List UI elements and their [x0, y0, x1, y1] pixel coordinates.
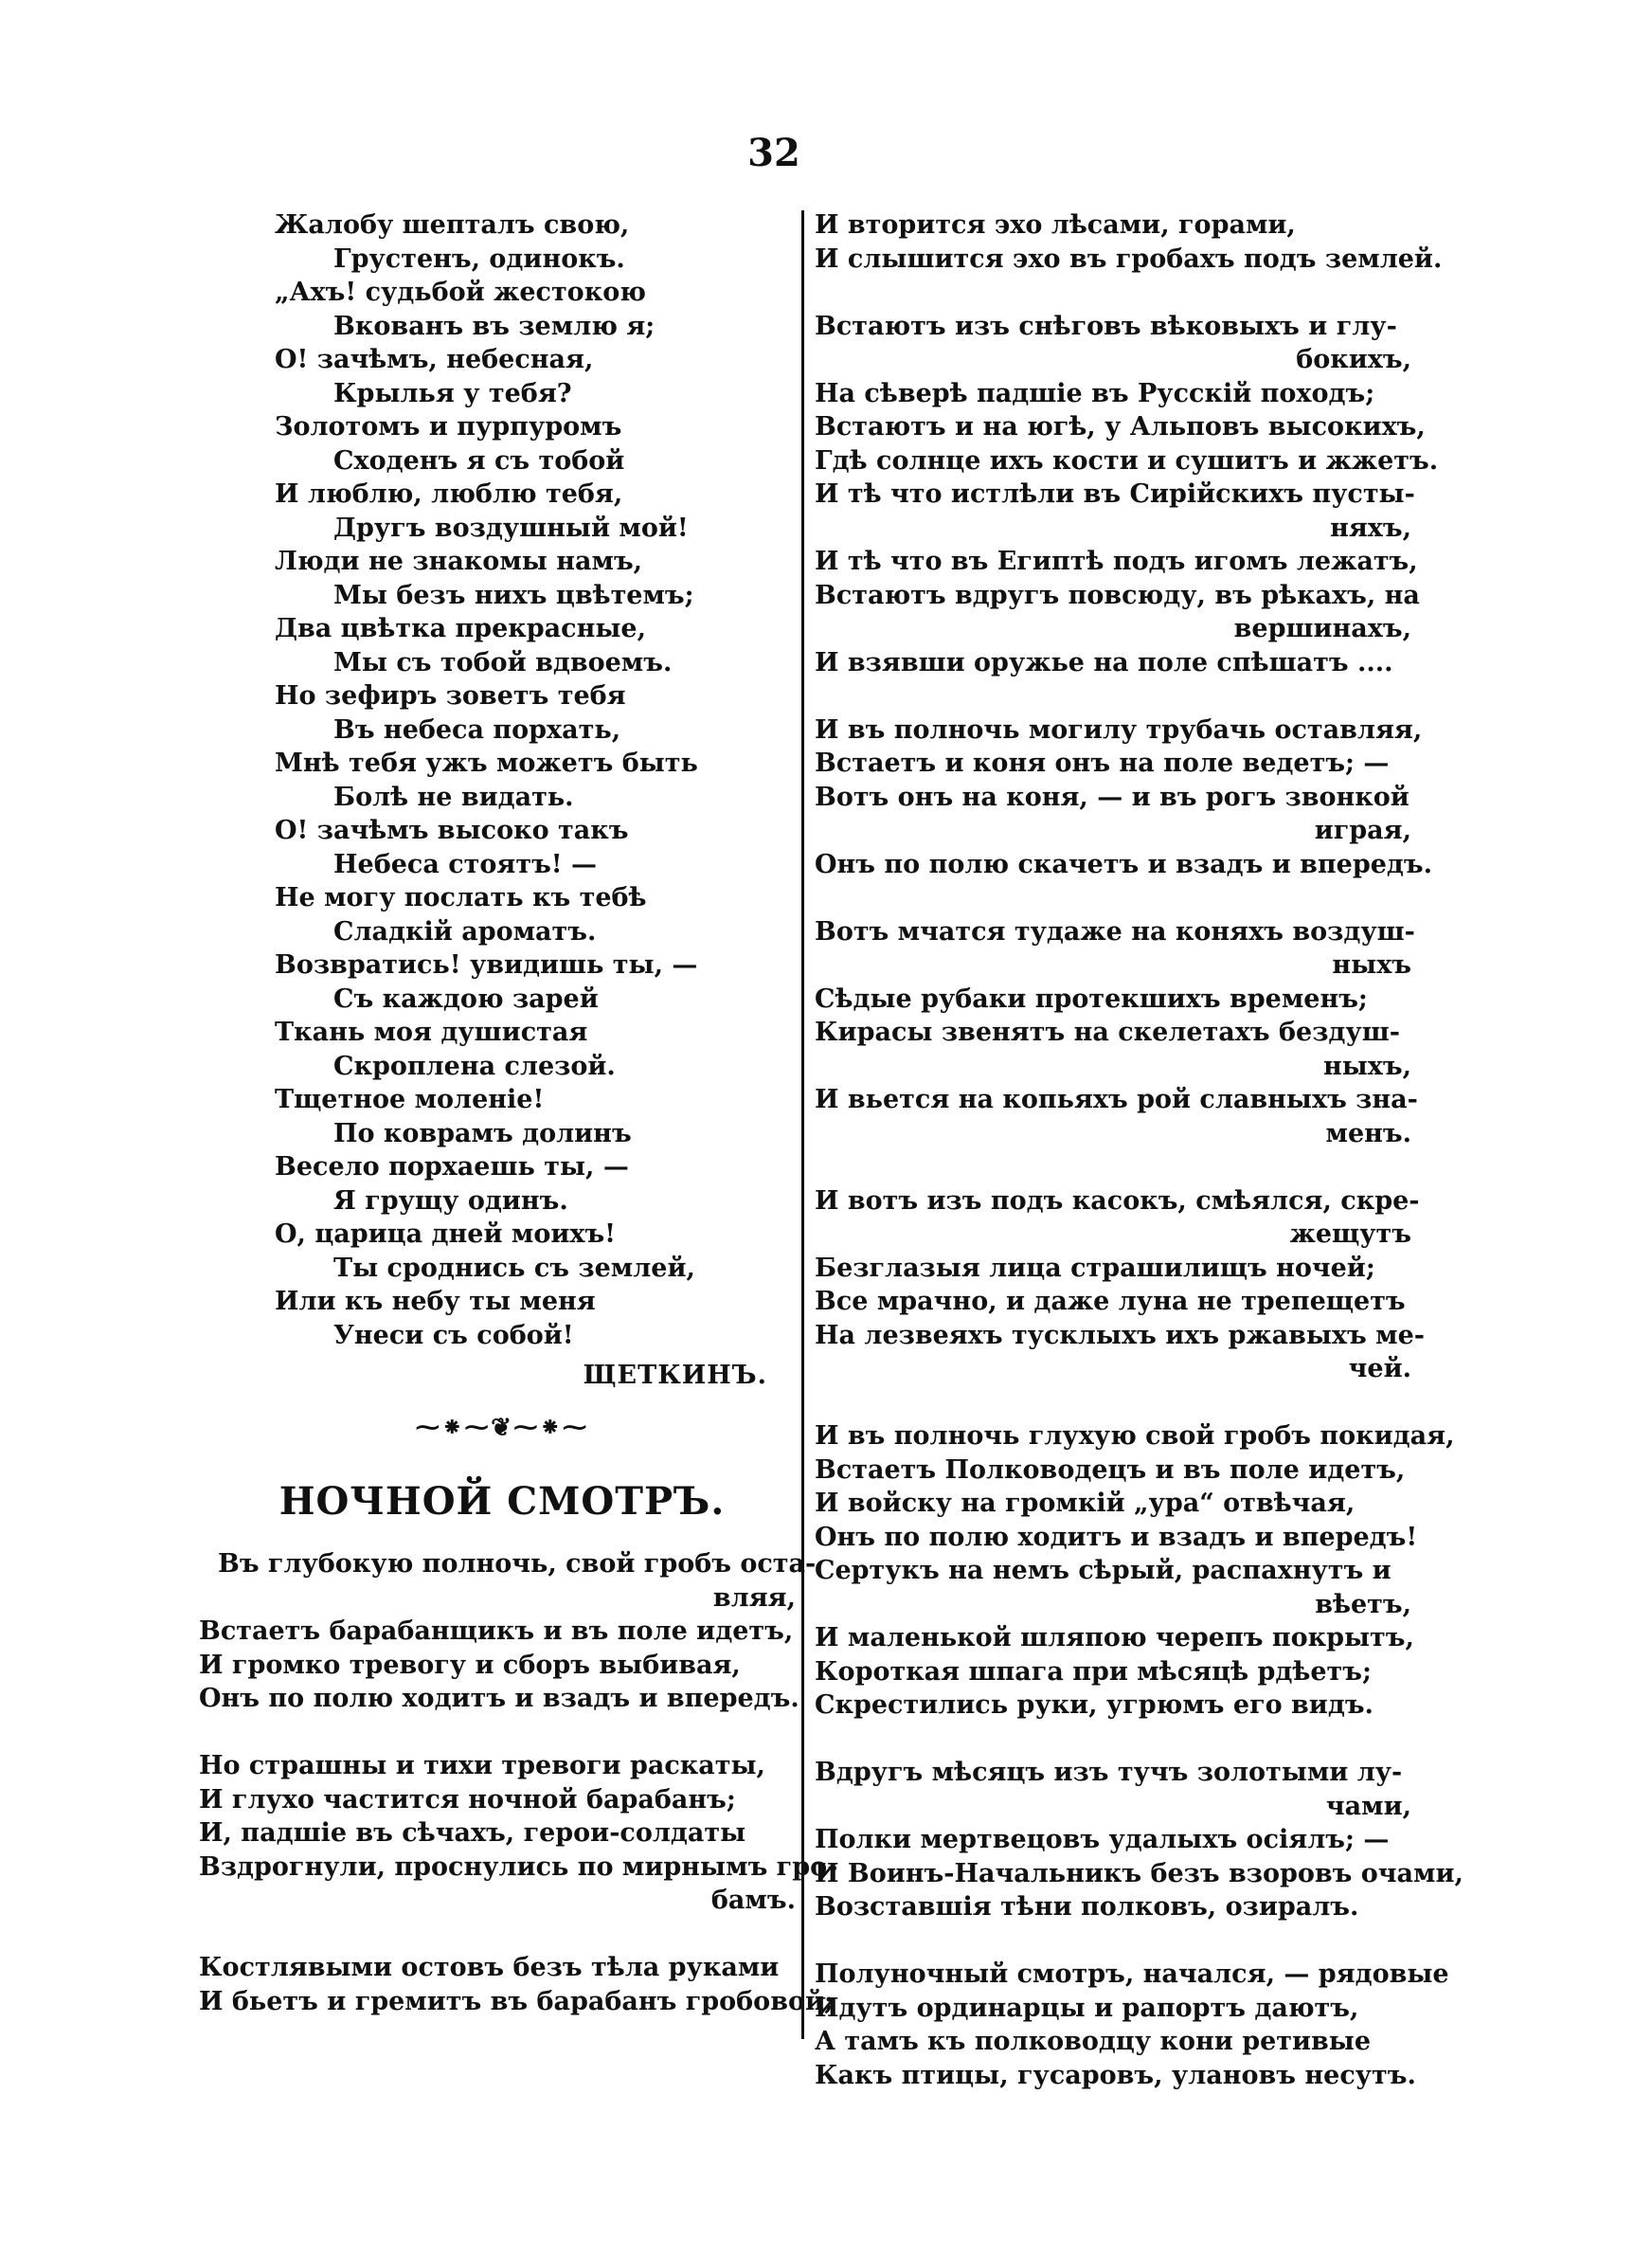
night-review-stanza	[815, 208, 1443, 276]
poem-line: Короткая шпага при мѣсяцѣ рдѣетъ;	[815, 1656, 1372, 1687]
poem-line: Какъ птицы, гусаровъ, улановъ несутъ.	[815, 2060, 1416, 2090]
poem-line: Встаютъ изъ снѣговъ вѣковыхъ и глу-	[815, 311, 1397, 341]
poem-line: Не могу послать къ тебѣ	[275, 883, 647, 912]
poem-line: Вдругъ мѣсяцъ изъ тучъ золотыми лу-	[815, 1758, 1403, 1787]
poem-line: Встаетъ Полководецъ и въ поле идетъ,	[815, 1454, 1406, 1485]
poem-line-continuation: чами,	[1325, 1791, 1411, 1821]
poem-title: НОЧНОЙ СМОТРЪ.	[278, 1479, 726, 1524]
stanza-gap	[815, 881, 1421, 915]
stanza-gap	[815, 1386, 1421, 1420]
poem-line: Полки мертвецовъ удалыхъ осіялъ; —	[815, 1825, 1390, 1854]
poem-line: Полуночный смотръ, начался, — рядовые	[815, 1959, 1449, 1989]
poem-line: Встаетъ и коня онъ на поле ведетъ; —	[815, 749, 1390, 778]
poem-line: Онъ по полю скачетъ и взадъ и впередъ.	[815, 849, 1432, 879]
ornament-divider: ⁓⁕⁓❦⁓⁕⁓	[415, 1414, 589, 1442]
poem-line: И бьетъ и гремитъ въ барабанъ гробовой;	[199, 1986, 834, 2016]
poem-line: На лезвеяхъ тусклыхъ ихъ ржавыхъ ме-	[815, 1320, 1425, 1350]
poem-line: Безглазыя лица страшилищъ ночей;	[815, 1253, 1375, 1283]
poem-line-continuation: вѣетъ,	[1315, 1589, 1411, 1619]
stanza-gap	[815, 1150, 1421, 1184]
poem-line: И въ полночь могилу трубачь оставляя,	[815, 714, 1423, 745]
poem-line: Но страшны и тихи тревоги раскаты,	[199, 1751, 765, 1780]
poem-author: ЩЕТКИНЪ.	[583, 1361, 767, 1390]
poem-line: Крылья у тебя?	[333, 378, 572, 408]
night-review-stanza	[199, 1547, 817, 1716]
poem-line: „Ахъ! судьбой жестокою	[275, 278, 646, 307]
poem-line: Вкованъ въ землю я;	[333, 311, 655, 341]
poem-line: Онъ по полю ходитъ и взадъ и впередъ.	[199, 1684, 799, 1713]
poem-line: Люди не знакомы намъ,	[275, 547, 643, 576]
poem-line: И слышится эхо въ гробахъ подъ землей.	[815, 244, 1443, 274]
night-review-stanza	[815, 1419, 1455, 1723]
poem-line: Но зефиръ зоветъ тебя	[275, 681, 626, 711]
poem-line-continuation: няхъ,	[1330, 513, 1411, 543]
poem-line: Сладкій ароматъ.	[333, 916, 597, 947]
poem-line: Костлявыми остовъ безъ тѣла руками	[199, 1953, 780, 1982]
poem-line: О, царица дней моихъ!	[275, 1219, 617, 1249]
poem-line: И громко тревогу и сборъ выбивая,	[199, 1650, 741, 1680]
poem-line: И вотъ изъ подъ касокъ, смѣялся, скре-	[815, 1185, 1420, 1216]
poem-line: Мы безъ нихъ цвѣтемъ;	[333, 580, 694, 610]
stanza-gap	[815, 1723, 1421, 1757]
poem-line-continuation: вершинахъ,	[1233, 614, 1411, 643]
poem-line: Мнѣ тебя ужъ можетъ быть	[275, 749, 698, 778]
poem-line-continuation: жещутъ	[1289, 1219, 1411, 1249]
poem-line: Мы съ тобой вдвоемъ.	[333, 647, 673, 677]
stanza-gap	[815, 679, 1421, 713]
poem-line: О! зачѣмъ, небесная,	[275, 345, 594, 374]
poem-line: И тѣ что въ Египтѣ подъ игомъ лежатъ,	[815, 547, 1418, 576]
poem-line-continuation: ныхъ	[1332, 950, 1411, 980]
poem-line: А тамъ къ полководцу кони ретивые	[815, 2027, 1372, 2056]
poem-line: Ты сроднись съ землей,	[333, 1253, 695, 1283]
poem-line: И вьется на копьяхъ рой славныхъ зна-	[815, 1085, 1418, 1114]
poem-line: Небеса стоятъ! —	[333, 849, 598, 879]
poem-line: Вздрогнули, проснулись по мирнымъ гро-	[199, 1851, 838, 1882]
poem-line-continuation: бамъ.	[710, 1886, 796, 1915]
poem-line: И въ полночь глухую свой гробъ покидая,	[815, 1421, 1455, 1451]
poem-line: Ткань моя душистая	[275, 1018, 588, 1047]
poem-line: Гдѣ солнце ихъ кости и сушитъ и жжетъ.	[815, 445, 1439, 476]
poem-line: Съ каждою зарей	[333, 984, 599, 1014]
page-number: 32	[747, 131, 800, 175]
poem-line-continuation: вляя,	[712, 1582, 796, 1613]
poem-line: И маленькой шляпою черепъ покрытъ,	[815, 1623, 1414, 1652]
poem-line-continuation: бокихъ,	[1296, 345, 1411, 374]
poem-line: Тщетное моленіе!	[275, 1085, 545, 1114]
left-column	[199, 208, 838, 2018]
night-review-stanza	[815, 310, 1439, 680]
poem-line: О! зачѣмъ высоко такъ	[275, 816, 629, 845]
poem-line: И взявши оружье на поле спѣшатъ ....	[815, 647, 1393, 677]
right-column	[815, 208, 1463, 2092]
poem-line-continuation: чей.	[1348, 1354, 1411, 1383]
poem-line: Возставшія тѣни полковъ, озиралъ.	[815, 1892, 1359, 1922]
night-review-stanza	[199, 1951, 834, 2018]
poem-line: Болѣ не видать.	[333, 782, 574, 812]
poem-line: И тѣ что истлѣли въ Сирійскихъ пусты-	[815, 479, 1415, 509]
poem-line: Встаютъ вдругъ повсюду, въ рѣкахъ, на	[815, 580, 1420, 610]
night-review-stanza	[815, 1184, 1425, 1386]
poem-line: Жалобу шепталъ свою,	[275, 210, 630, 240]
poem-line: Сходенъ я съ тобой	[333, 445, 625, 476]
poem-line: Встаютъ и на югѣ, у Альповъ высокихъ,	[815, 412, 1426, 442]
poem-line: На сѣверѣ падшіе въ Русскій походъ;	[815, 378, 1375, 408]
poem-line: По коврамъ долинъ	[333, 1118, 632, 1148]
poem-line: Возвратись! увидишь ты, —	[275, 950, 698, 980]
night-review-stanza	[199, 1749, 838, 1918]
poem-line: Онъ по полю ходитъ и взадъ и впередъ!	[815, 1522, 1418, 1552]
poem-line-continuation: ныхъ,	[1322, 1051, 1411, 1081]
poem-line-continuation: играя,	[1314, 816, 1411, 845]
night-review-stanza	[815, 915, 1421, 1151]
stanza-gap	[199, 1918, 805, 1952]
poem-line: И войску на громкій „ура“ отвѣчая,	[815, 1489, 1356, 1518]
night-review-stanza	[815, 713, 1432, 882]
poem-line: Вотъ мчатся тудаже на коняхъ воздуш-	[815, 916, 1415, 947]
poem-line: И люблю, люблю тебя,	[275, 479, 623, 509]
poem-line: Кирасы звенятъ на скелетахъ бездуш-	[815, 1018, 1400, 1047]
poem-line: И Воинъ-Начальникъ безъ взоровъ очами,	[815, 1858, 1463, 1888]
poem-line-continuation: менъ.	[1325, 1118, 1411, 1148]
poem-line: Все мрачно, и даже луна не трепещетъ	[815, 1287, 1406, 1316]
poem-line: Другъ воздушный мой!	[333, 513, 689, 543]
poem-line: Или къ небу ты меня	[275, 1287, 596, 1316]
poem-line: Сѣдые рубаки протекшихъ временъ;	[815, 984, 1368, 1014]
poem-line: Вотъ онъ на коня, — и въ рогъ звонкой	[815, 782, 1410, 812]
stanza-gap	[815, 1924, 1421, 1959]
poem-line: И глухо частится ночной барабанъ;	[199, 1784, 736, 1815]
poem-line: Встаетъ барабанщикъ и въ поле идетъ,	[199, 1616, 794, 1646]
poem-line: Въ глубокую полночь, свой гробъ оста-	[218, 1549, 817, 1579]
stanza-gap	[815, 276, 1421, 310]
flower-poem	[199, 208, 805, 1352]
poem-line: Скроплена слезой.	[333, 1051, 616, 1081]
night-review-stanza	[815, 1958, 1449, 2092]
poem-line: Идутъ ординарцы и рапортъ даютъ,	[815, 1993, 1359, 2023]
poem-line: Въ небеса порхать,	[333, 714, 621, 745]
poem-line: Весело порхаешь ты, —	[275, 1152, 629, 1182]
stanza-gap	[199, 1716, 805, 1750]
poem-line: Я грущу одинъ.	[333, 1185, 568, 1216]
poem-line: И вторится эхо лѣсами, горами,	[815, 210, 1296, 240]
poem-line: Два цвѣтка прекрасные,	[275, 614, 647, 643]
poem-line: Грустенъ, одинокъ.	[333, 244, 625, 274]
poem-line: Золотомъ и пурпуромъ	[275, 412, 622, 442]
poem-line: И, падшіе въ сѣчахъ, герои-солдаты	[199, 1818, 746, 1848]
poem-line: Скрестились руки, угрюмъ его видъ.	[815, 1690, 1374, 1720]
poem-line: Унеси съ собой!	[333, 1320, 574, 1350]
night-review-stanza	[815, 1756, 1463, 1924]
poem-line: Сертукъ на немъ сѣрый, распахнутъ и	[815, 1556, 1392, 1585]
